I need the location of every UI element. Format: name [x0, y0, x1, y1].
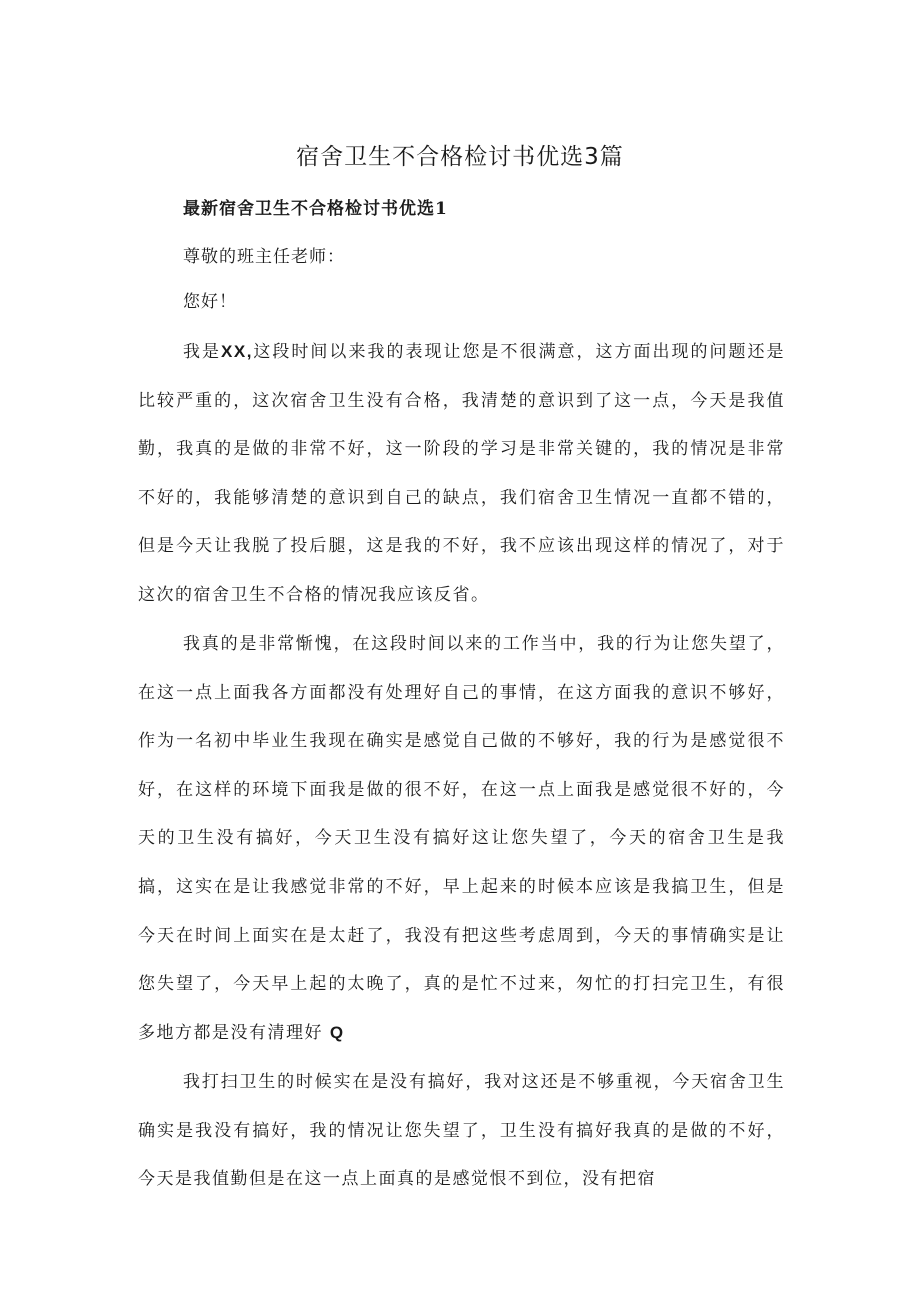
paragraph-1-bold-name: XX,	[221, 342, 253, 361]
section-heading: 最新宿舍卫生不合格检讨书优选1	[183, 199, 448, 219]
paragraph-2-bold-suffix: Q	[329, 1022, 345, 1042]
paragraph-2-text: 我真的是非常惭愧，在这段时间以来的工作当中，我的行为让您失望了，在这一点上面我各方面都没有处理好自己的事情，在这方面我的意识不够好，作为一名初中毕业生我现在确实是感觉自己做的不够好，我的行为是感觉很不好，在这样的环境下面我是做的很不好，在这一点上面我是感觉很不好的，今天的卫生没有搞好，今天卫生没有搞好这让您失望了，今天的宿舍卫生是我搞，这实在是让我感觉非常的不好，早上起来的时候本应该是我搞卫生，但是今天在时间上面实在是太赶了，我没有把这些考虑周到，今天的事情确实是让您失望了，今天早上起的太晚了，真的是忙不过来，匆忙的打扫完卫生，有很多地方都是没有清理好	[138, 634, 785, 1043]
document-title: 宿舍卫生不合格检讨书优选3篇	[296, 144, 624, 170]
body-paragraph-2	[138, 620, 785, 1057]
paragraph-1-text: 这段时间以来我的表现让您是不很满意，这方面出现的问题还是比较严重的，这次宿舍卫生没有合格，我清楚的意识到了这一点，今天是我值勤，我真的是做的非常不好，这一阶段的学习是非常关键的，我的情况是非常不好的，我能够清楚的意识到自己的缺点，我们宿舍卫生情况一直都不错的，但是今天让我脱了投后腿，这是我的不好，我不应该出现这样的情况了，对于这次的宿舍卫生不合格的情况我应该反省。	[138, 342, 786, 605]
body-paragraph-3	[138, 1058, 785, 1204]
paragraph-1-prefix: 我是	[183, 342, 222, 362]
salutation: 尊敬的班主任老师：	[183, 247, 345, 267]
greeting: 您好！	[183, 292, 237, 312]
paragraph-3-text: 我打扫卫生的时候实在是没有搞好，我对这还是不够重视，今天宿舍卫生确实是我没有搞好，我的情况让您失望了，卫生没有搞好我真的是做的不好，今天是我值勤但是在这一点上面真的是感觉恨不到位，没有把宿	[138, 1072, 785, 1190]
body-paragraph-1	[138, 328, 785, 620]
